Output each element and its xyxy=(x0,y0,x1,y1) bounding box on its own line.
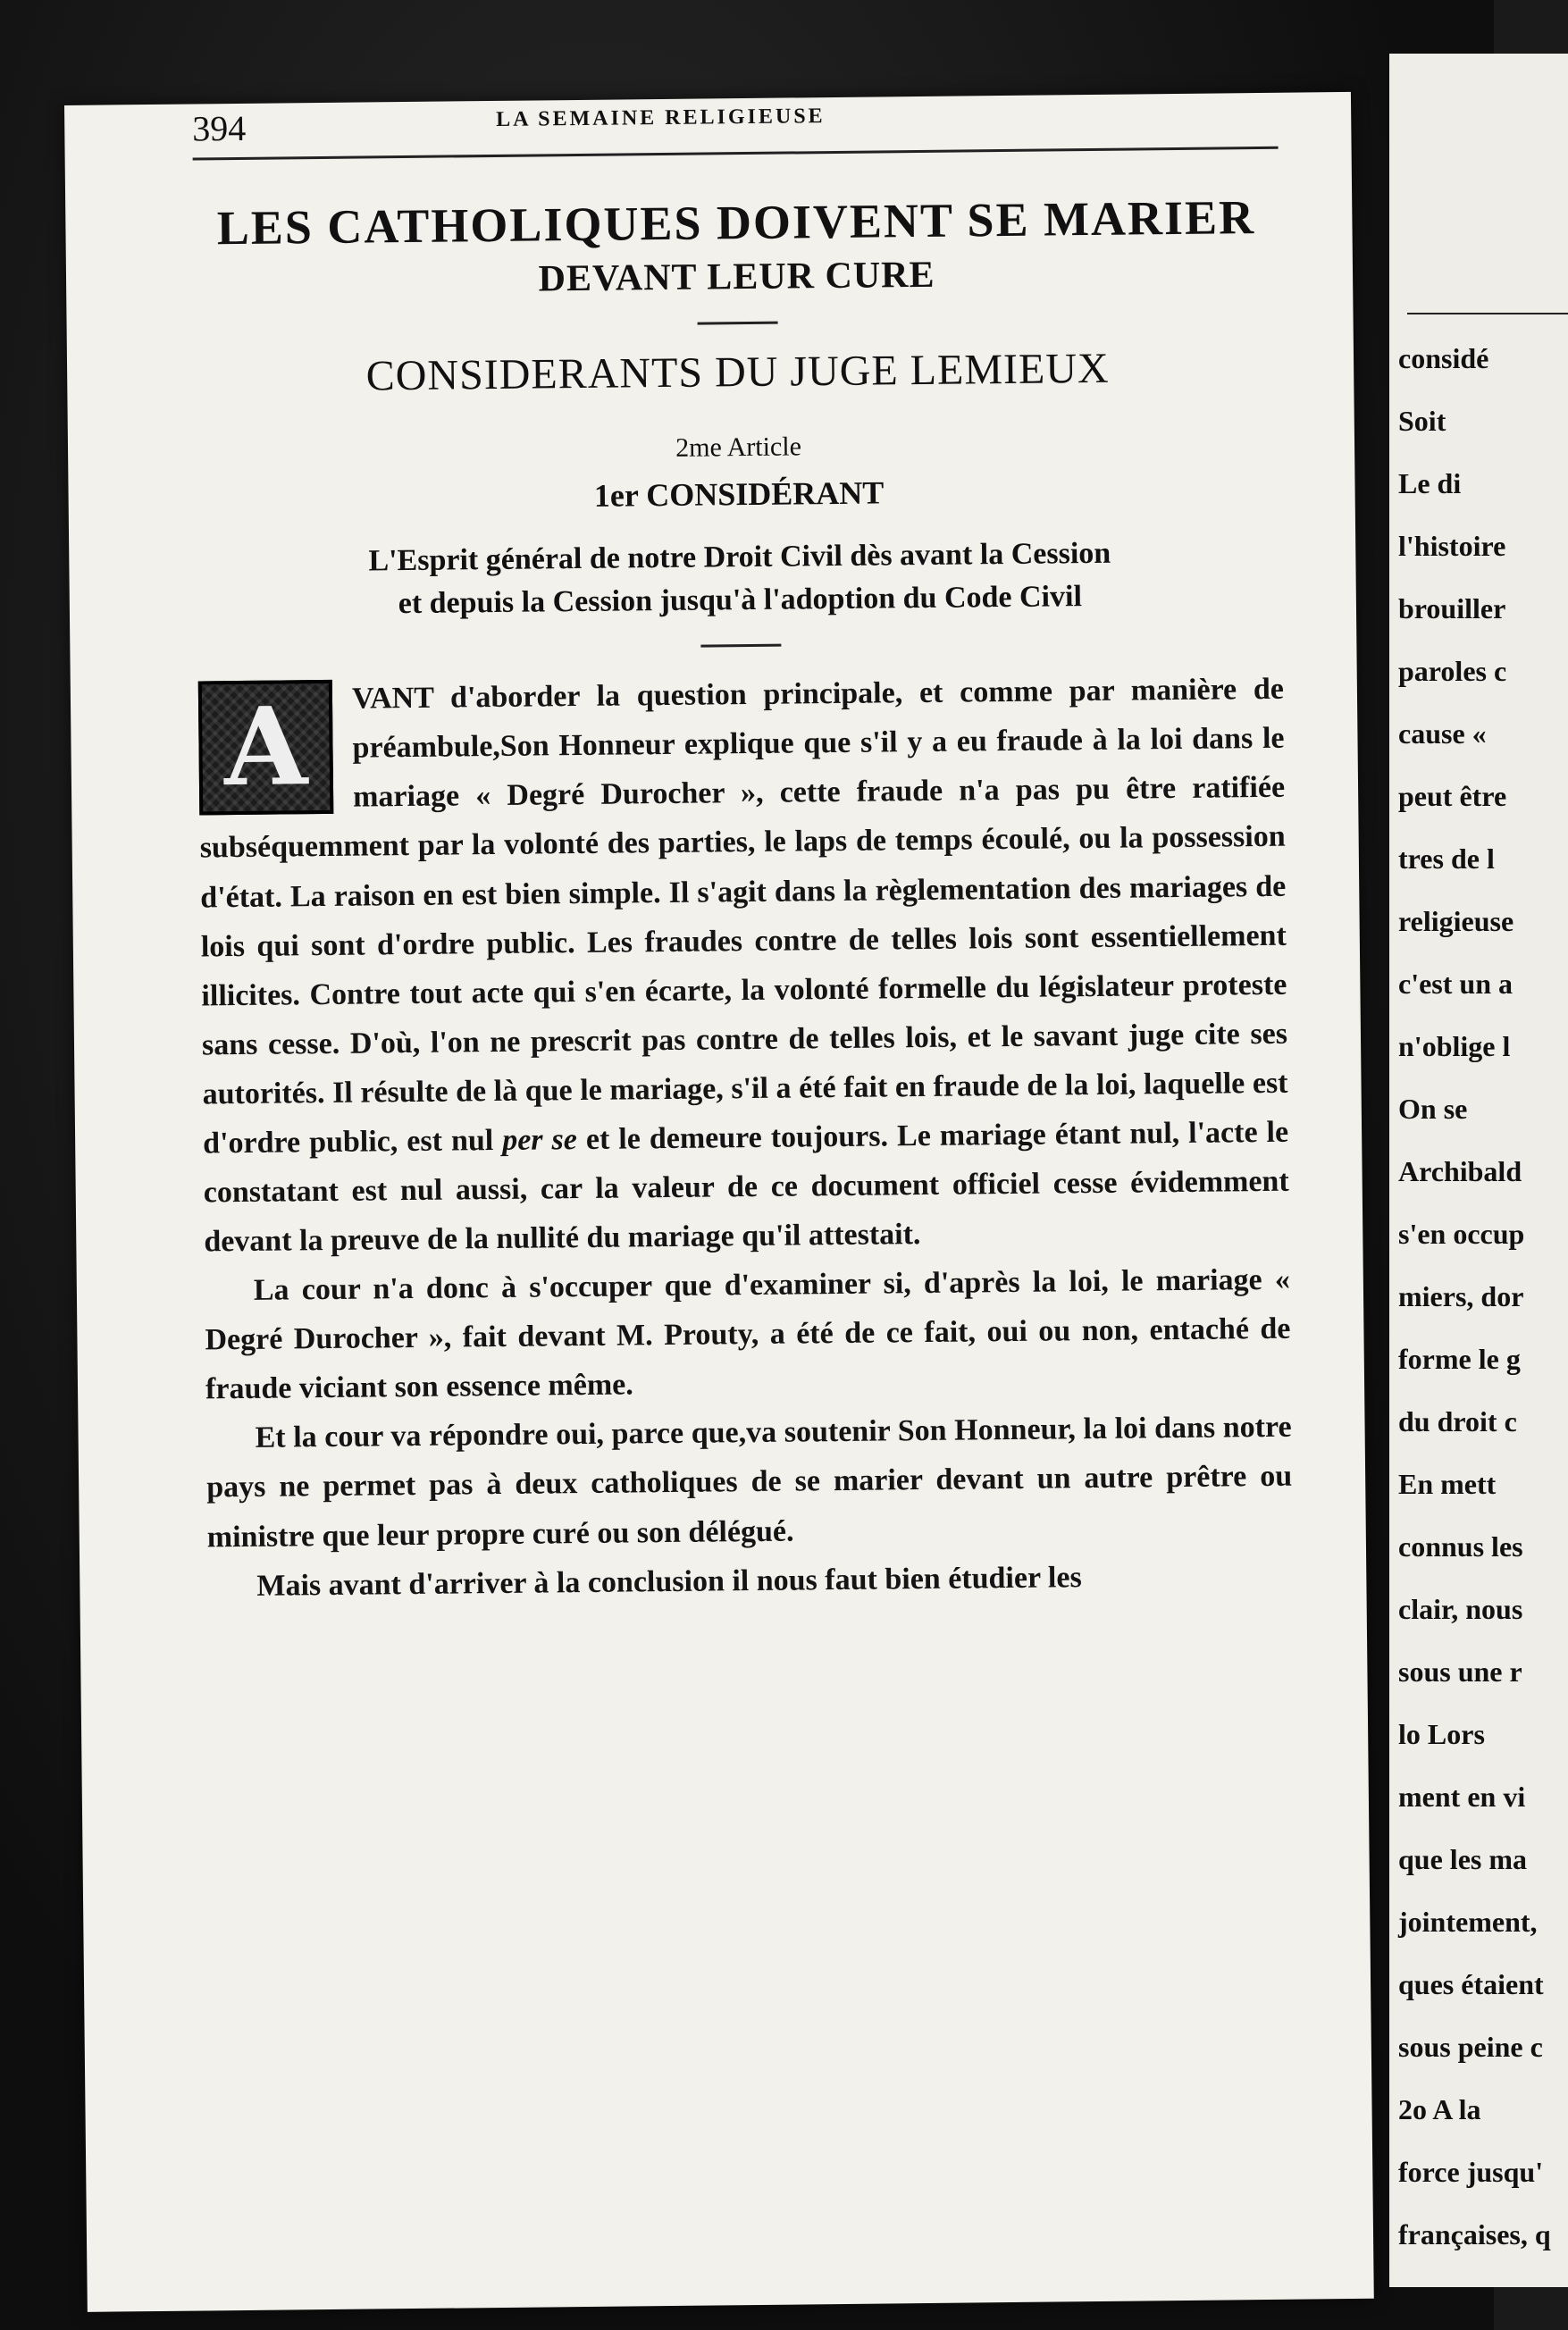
adjacent-fragment: force jusqu' xyxy=(1398,2156,1544,2188)
adjacent-fragment: 2o A la xyxy=(1398,2093,1481,2125)
running-title: LA SEMAINE RELIGIEUSE xyxy=(496,105,826,131)
adjacent-fragment: que les ma xyxy=(1398,1843,1527,1875)
adjacent-fragment: On se xyxy=(1398,1093,1468,1125)
adjacent-fragment: lo Lors xyxy=(1398,1718,1485,1750)
article-content xyxy=(193,163,1294,1611)
adjacent-fragment: paroles c xyxy=(1398,655,1507,687)
paragraph-4: Mais avant d'arriver à la conclusion il nous faut bien étudier les xyxy=(256,1560,1082,1603)
paragraph-2: La cour n'a donc à s'occuper que d'examiner si, d'après la loi, le mariage « Degré Durocher », fait devant M. Prouty, a été de ce fait, oui ou non, entaché de fraude viciant son essence même. xyxy=(205,1262,1291,1406)
adjacent-fragment: connus les xyxy=(1398,1530,1523,1563)
adjacent-fragment: Archibald xyxy=(1398,1155,1522,1187)
page-number: 394 xyxy=(192,107,247,149)
section-title: CONSIDERANTS DU JUGE LEMIEUX xyxy=(365,344,1110,400)
adjacent-fragment: tres de l xyxy=(1398,842,1495,875)
title-rule xyxy=(697,322,777,325)
adjacent-fragment: Le di xyxy=(1398,467,1462,499)
adjacent-fragment: s'en occup xyxy=(1398,1218,1525,1250)
adjacent-fragment: clair, nous xyxy=(1398,1593,1523,1625)
paragraph-1-lead: VANT d'aborder la question principale, et comme par manière de préambule,Son Honneur explique que s'il y a eu fraude à la loi dans le mariage « Degré Durocher », cette fraude n'a pas pu être ratifiée subséquemment par la volonté des parties, le laps de temps écoulé, ou la possession d'état. La raison en est bien simple. Il s'agit dans la règlementation des mariages de lois qui sont d'ordre public. Les fraudes contre de telles lois sont essentiellement illicites. Contre tout acte qui s'en écarte, la volonté formelle du législateur proteste sans cesse. D'où, l'on ne prescrit pas contre de telles lois, et le savant juge cite ses autorités. Il résulte de là que le mariage, s'il a été fait en fraude de la loi, laquelle est d'ordre public, est nul xyxy=(199,672,1288,1161)
adjacent-page xyxy=(1389,54,1568,2287)
topic-heading xyxy=(197,531,1283,627)
topic-heading-line-2: et depuis la Cession jusqu'à l'adoption du Code Civil xyxy=(398,579,1083,620)
article-subtitle: DEVANT LEUR CURE xyxy=(538,254,935,300)
ornamental-drop-cap xyxy=(198,680,334,816)
latin-phrase: per se xyxy=(502,1122,578,1157)
heading-rule xyxy=(700,644,781,648)
adjacent-page-text xyxy=(1398,344,1551,2283)
adjacent-page-rule xyxy=(1407,313,1568,314)
article-number: 2me Article xyxy=(675,432,802,463)
adjacent-fragment: cause « xyxy=(1398,717,1487,750)
adjacent-fragment: sous une r xyxy=(1398,1655,1522,1688)
adjacent-fragment: ment en vi xyxy=(1398,1781,1526,1813)
adjacent-fragment: françaises, q xyxy=(1398,2218,1551,2250)
article-body xyxy=(198,665,1294,1611)
adjacent-fragment: du droit c xyxy=(1398,1405,1517,1437)
adjacent-fragment: forme le g xyxy=(1398,1343,1521,1375)
adjacent-fragment: jointement, xyxy=(1398,1906,1538,1938)
adjacent-fragment: miers, dor xyxy=(1398,1280,1524,1312)
topic-heading-line-1: L'Esprit général de notre Droit Civil dès avant la Cession xyxy=(368,536,1111,578)
adjacent-fragment: ques étaient xyxy=(1398,1968,1544,2000)
adjacent-fragment: brouiller xyxy=(1398,592,1506,624)
drop-cap-letter: A xyxy=(202,683,330,811)
adjacent-fragment: En mett xyxy=(1398,1468,1497,1500)
paragraph-1-tail: et le demeure toujours. Le mariage étant nul, l'acte le constatant est nul aussi, car la valeur de ce document officiel cesse évidemment devant la preuve de la nullité du mariage qu'il attestait. xyxy=(203,1115,1289,1259)
adjacent-fragment: considé xyxy=(1398,342,1489,374)
paragraph-1 xyxy=(198,665,1290,1267)
adjacent-fragment: n'oblige l xyxy=(1398,1030,1511,1062)
adjacent-fragment: l'histoire xyxy=(1398,530,1506,562)
considerant-heading: 1er CONSIDÉRANT xyxy=(593,474,885,514)
paragraph-3: Et la cour va répondre oui, parce que,va soutenir Son Honneur, la loi dans notre pays ne permet pas à deux catholiques de se marier devant un autre prêtre ou ministre que leur propre curé ou son délégué. xyxy=(206,1411,1293,1554)
article-title: LES CATHOLIQUES DOIVENT SE MARIER xyxy=(216,190,1256,256)
document-page xyxy=(64,92,1374,2312)
adjacent-fragment: Soit xyxy=(1398,405,1446,437)
adjacent-fragment: peut être xyxy=(1398,780,1507,812)
adjacent-fragment: c'est un a xyxy=(1398,968,1513,1000)
adjacent-fragment: religieuse xyxy=(1398,905,1514,937)
adjacent-fragment: sous peine c xyxy=(1398,2031,1543,2063)
